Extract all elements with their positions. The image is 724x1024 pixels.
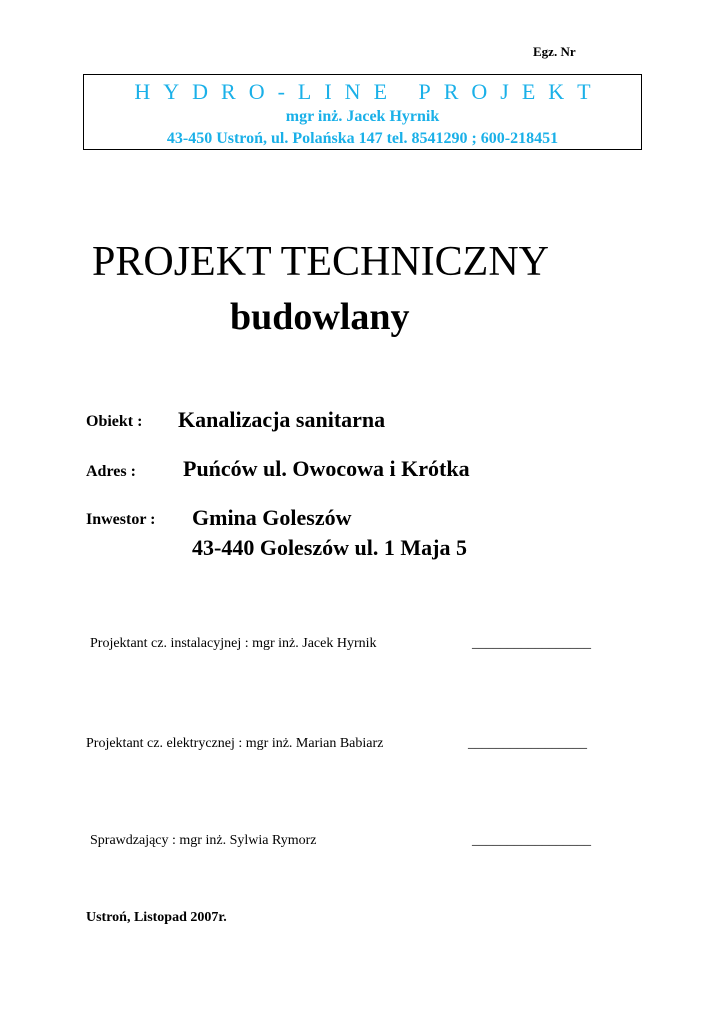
signature-line-reviewer: _________________ bbox=[472, 833, 591, 848]
document-title: PROJEKT TECHNICZNY bbox=[92, 239, 549, 285]
inwestor-label: Inwestor : bbox=[86, 511, 156, 528]
signature-text-reviewer: Sprawdzający : mgr inż. Sylwia Rymorz bbox=[90, 833, 317, 848]
inwestor-name: Gmina Goleszów bbox=[192, 505, 352, 530]
company-name: HYDRO-LINE PROJEKT bbox=[134, 79, 604, 104]
signature-text-installation: Projektant cz. instalacyjnej : mgr inż. Jacek Hyrnik bbox=[90, 636, 377, 651]
document-subtitle: budowlany bbox=[230, 296, 410, 338]
adres-value: Puńców ul. Owocowa i Krótka bbox=[183, 456, 470, 481]
inwestor-address: 43-440 Goleszów ul. 1 Maja 5 bbox=[192, 535, 467, 560]
place-date: Ustroń, Listopad 2007r. bbox=[86, 910, 227, 925]
company-header-box bbox=[83, 74, 642, 150]
signature-text-electrical: Projektant cz. elektrycznej : mgr inż. Marian Babiarz bbox=[86, 736, 384, 751]
copy-number-label: Egz. Nr bbox=[533, 44, 576, 59]
signature-line-electrical: _________________ bbox=[468, 736, 587, 751]
signature-line-installation: _________________ bbox=[472, 636, 591, 651]
obiekt-value: Kanalizacja sanitarna bbox=[178, 407, 386, 432]
company-person: mgr inż. Jacek Hyrnik bbox=[285, 108, 440, 125]
adres-label: Adres : bbox=[86, 463, 136, 480]
company-address: 43-450 Ustroń, ul. Polańska 147 tel. 8541290 ; 600-218451 bbox=[166, 130, 559, 147]
obiekt-label: Obiekt : bbox=[86, 413, 143, 430]
